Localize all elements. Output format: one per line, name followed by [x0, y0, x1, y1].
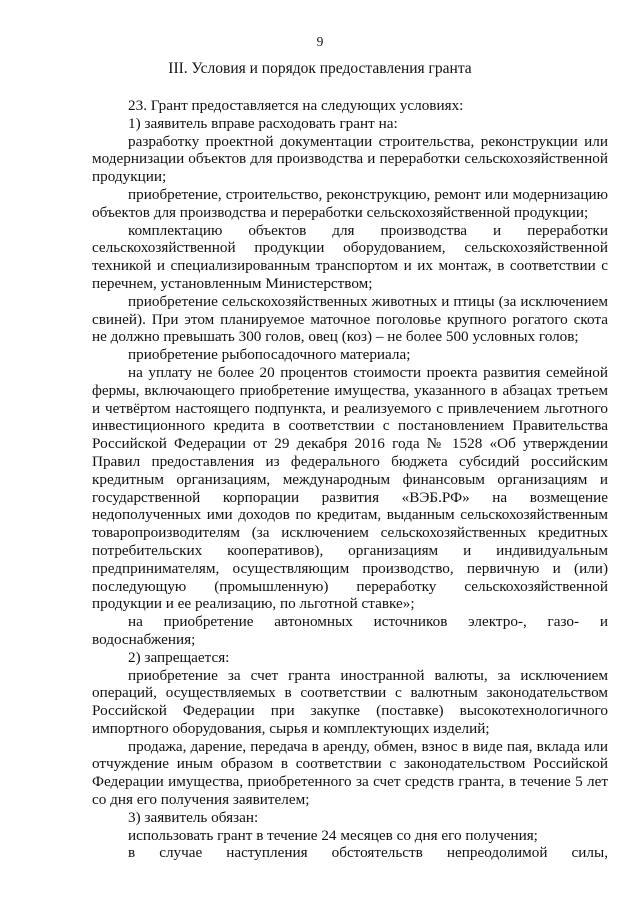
paragraph-subclause-2: 2) запрещается:	[128, 648, 230, 666]
paragraph-construction: приобретение, строительство, реконструкцию, ремонт или модернизацию объектов для производства и переработки сельскохозяйственной продукции;	[92, 185, 608, 221]
paragraph-autonomous-sources: на приобретение автономных источников электро-, газо- и водоснабжения;	[92, 613, 608, 648]
paragraph-property-disposal: продажа, дарение, передача в аренду, обмен, взнос в виде пая, вклада или отчуждение иным образом в соответствии с законодательством Российской Федерации имущества, приобретенного за счет средств гранта, в течение 5 лет со дня его получения заявителем;	[92, 737, 608, 809]
document-body	[92, 97, 608, 862]
paragraph-subclause-3: 3) заявитель обязан:	[128, 808, 259, 826]
paragraph-force-majeure: в случае наступления обстоятельств непреодолимой силы,	[128, 844, 608, 862]
paragraph-project-documentation: разработку проектной документации строительства, реконструкции или модернизации объектов для производства и переработки сельскохозяйственной продукции;	[92, 132, 608, 186]
page-number: 9	[316, 34, 324, 49]
paragraph-clause-23: 23. Грант предоставляется на следующих условиях:	[128, 97, 464, 114]
paragraph-animals: приобретение сельскохозяйственных животных и птицы (за исключением свиней). При этом планируемое маточное поголовье крупного рогатого скота не должно превышать 300 голов, овец (коз) – не более 500 условных голов;	[92, 292, 608, 346]
paragraph-subclause-1: 1) заявитель вправе расходовать грант на:	[128, 114, 398, 132]
paragraph-use-within-24-months: использовать грант в течение 24 месяцев со дня его получения;	[128, 826, 538, 844]
paragraph-farm-project-payment: на уплату не более 20 процентов стоимости проекта развития семейной фермы, включающего приобретение имущества, указанного в абзацах третьем и четвёртом настоящего подпункта, и реализуемого с привлечением льготного инвестиционного кредита в соответствии с постановлением Правительства Российской Федерации от 29 декабря 2016 года № 1528 «Об утверждении Правил предоставления из федерального бюджета субсидий российским кредитным организациям, международным финансовым организациям и государственной корпорации развития «ВЭБ.РФ» на возмещение недополученных ими доходов по кредитам, выданным сельскохозяйственным товаропроизводителям (за исключением сельскохозяйственных кредитных потребительских кооперативов), организациям и индивидуальным предпринимателям, осуществляющим производство, первичную и (или) последующую (промышленную) переработку сельскохозяйственной продукции и ее реализацию, по льготной ставке»;	[92, 363, 608, 613]
section-title: III. Условия и порядок предоставления гранта	[168, 60, 472, 77]
paragraph-equipment: комплектацию объектов для производства и переработки сельскохозяйственной продукции оборудованием, сельскохозяйственной техникой и специализированным транспортом и их монтаж, в соответствии с перечнем, установленным Министерством;	[92, 221, 608, 292]
paragraph-fish-stock: приобретение рыбопосадочного материала;	[128, 346, 411, 364]
paragraph-foreign-currency: приобретение за счет гранта иностранной валюты, за исключением операций, осуществляемых в соответствии с валютным законодательством Российской Федерации при закупке (поставке) высокотехнологичного импортного оборудования, сырья и комплектующих изделий;	[92, 666, 608, 737]
